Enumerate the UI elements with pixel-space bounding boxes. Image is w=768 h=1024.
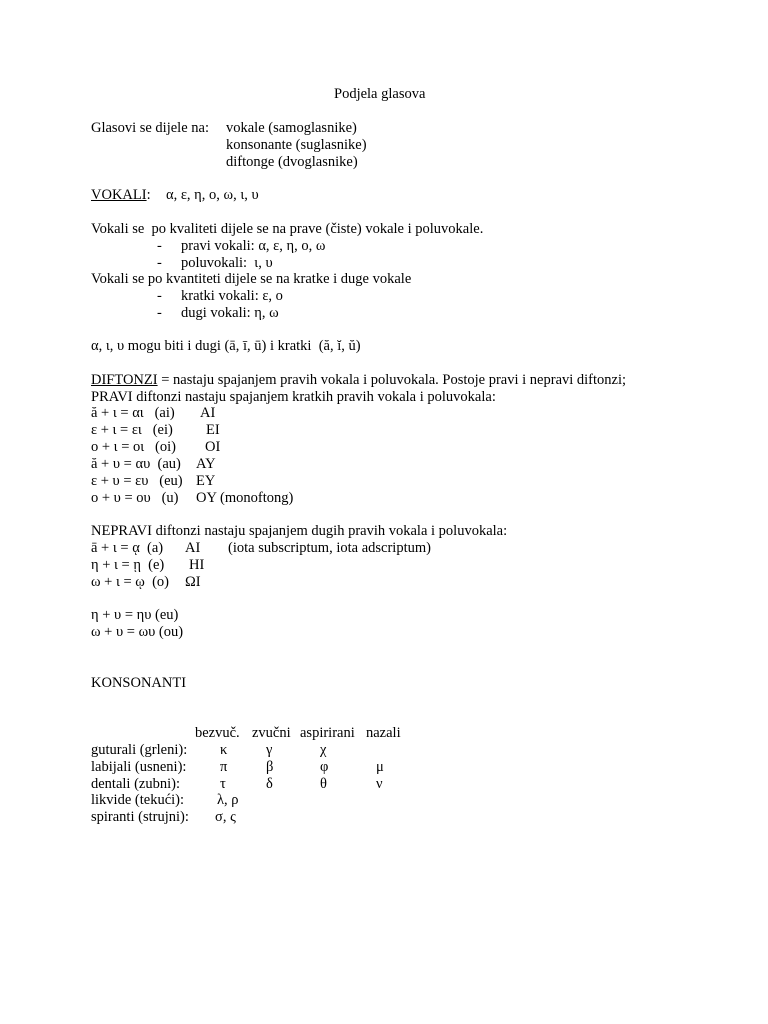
consonant-cell: λ, ρ [217,792,239,808]
list-item: pravi vokali: α, ε, η, ο, ω [181,238,326,254]
list-dash: - [157,255,162,271]
list-item: kratki vokali: ε, ο [181,288,283,304]
list-dash: - [157,238,162,254]
vokali-heading: VOKALI [91,187,147,203]
consonant-cell: γ [266,742,273,758]
intro-lead: Glasovi se dijele na: [91,120,209,136]
list-dash: - [157,305,162,321]
diphthong-cap: AI [185,540,201,556]
quality-line: Vokali se po kvaliteti dijele se na prave (čiste) vokale i poluvokale. [91,221,484,237]
diphthong-formula: ω + υ = ωυ (ou) [91,624,184,640]
vokali-list: α, ε, η, ο, ω, ι, υ [166,187,259,203]
intro-item: vokale (samoglasnike) [226,120,357,136]
consonant-cell: θ [320,776,327,792]
nepravi-line: NEPRAVI diftonzi nastaju spajanjem dugih pravih vokala i poluvokala: [91,523,508,539]
diphthong-note: (iota subscriptum, iota adscriptum) [228,540,431,556]
consonant-cell: π [220,759,228,775]
diphthong-cap: EI [206,422,220,438]
diftonzi-intro [91,372,626,389]
diphthong-formula: ā + ι = ᾳ (a) [91,540,164,556]
consonant-cell: τ [220,776,226,792]
row-label: dentali (zubni): [91,776,180,792]
column-header: zvučni [252,725,291,741]
consonant-cell: σ, ς [215,809,236,825]
column-header: bezvuč. [195,725,240,741]
consonant-cell: β [266,759,274,775]
diphthong-cap: OI [205,439,221,455]
vokali-heading-line [91,187,151,204]
diftonzi-heading: DIFTONZI [91,372,158,388]
consonant-cell: φ [320,759,329,775]
row-label: likvide (tekući): [91,792,185,808]
column-header: aspirirani [300,725,355,741]
diphthong-cap: ΩI [185,574,201,590]
diphthong-formula: ο + υ = ου (u) [91,490,179,506]
diphthong-formula: ε + ι = ει (ei) [91,422,173,438]
diphthong-cap: AY [196,456,216,472]
row-label: labijali (usneni): [91,759,187,775]
length-note: α, ι, υ mogu biti i dugi (ā, ī, ū) i kratki (ă, ĭ, ŭ) [91,338,361,354]
consonant-cell: ν [376,776,383,792]
row-label: guturali (grleni): [91,742,188,758]
diphthong-formula: ο + ι = οι (oi) [91,439,176,455]
intro-item: konsonante (suglasnike) [226,137,367,153]
page-title: Podjela glasova [334,86,426,102]
consonant-cell: δ [266,776,273,792]
pravi-line: PRAVI diftonzi nastaju spajanjem kratkih pravih vokala i poluvokala: [91,389,496,405]
row-label: spiranti (strujni): [91,809,189,825]
column-header: nazali [366,725,401,741]
consonant-cell: χ [320,742,327,758]
list-dash: - [157,288,162,304]
diphthong-formula: ε + υ = ευ (eu) [91,473,183,489]
consonant-cell: κ [220,742,228,758]
intro-item: diftonge (dvoglasnike) [226,154,358,170]
vokali-colon: : [146,187,151,203]
diphthong-cap: OY (monoftong) [196,490,294,506]
diphthong-cap: HI [189,557,205,573]
diphthong-formula: η + ι = ῃ (e) [91,557,165,573]
diphthong-formula: η + υ = ηυ (eu) [91,607,179,623]
quantity-line: Vokali se po kvantiteti dijele se na kratke i duge vokale [91,271,412,287]
diphthong-formula: ă + υ = αυ (au) [91,456,181,472]
diftonzi-intro-rest: = nastaju spajanjem pravih vokala i poluvokala. Postoje pravi i nepravi diftonzi; [157,372,627,388]
konsonanti-heading: KONSONANTI [91,675,187,691]
list-item: poluvokali: ι, υ [181,255,273,271]
diphthong-cap: AI [200,405,216,421]
diphthong-formula: ă + ι = αι (ai) [91,405,175,421]
diphthong-cap: EY [196,473,216,489]
consonant-cell: μ [376,759,384,775]
diphthong-formula: ω + ι = ῳ (o) [91,574,170,590]
list-item: dugi vokali: η, ω [181,305,279,321]
